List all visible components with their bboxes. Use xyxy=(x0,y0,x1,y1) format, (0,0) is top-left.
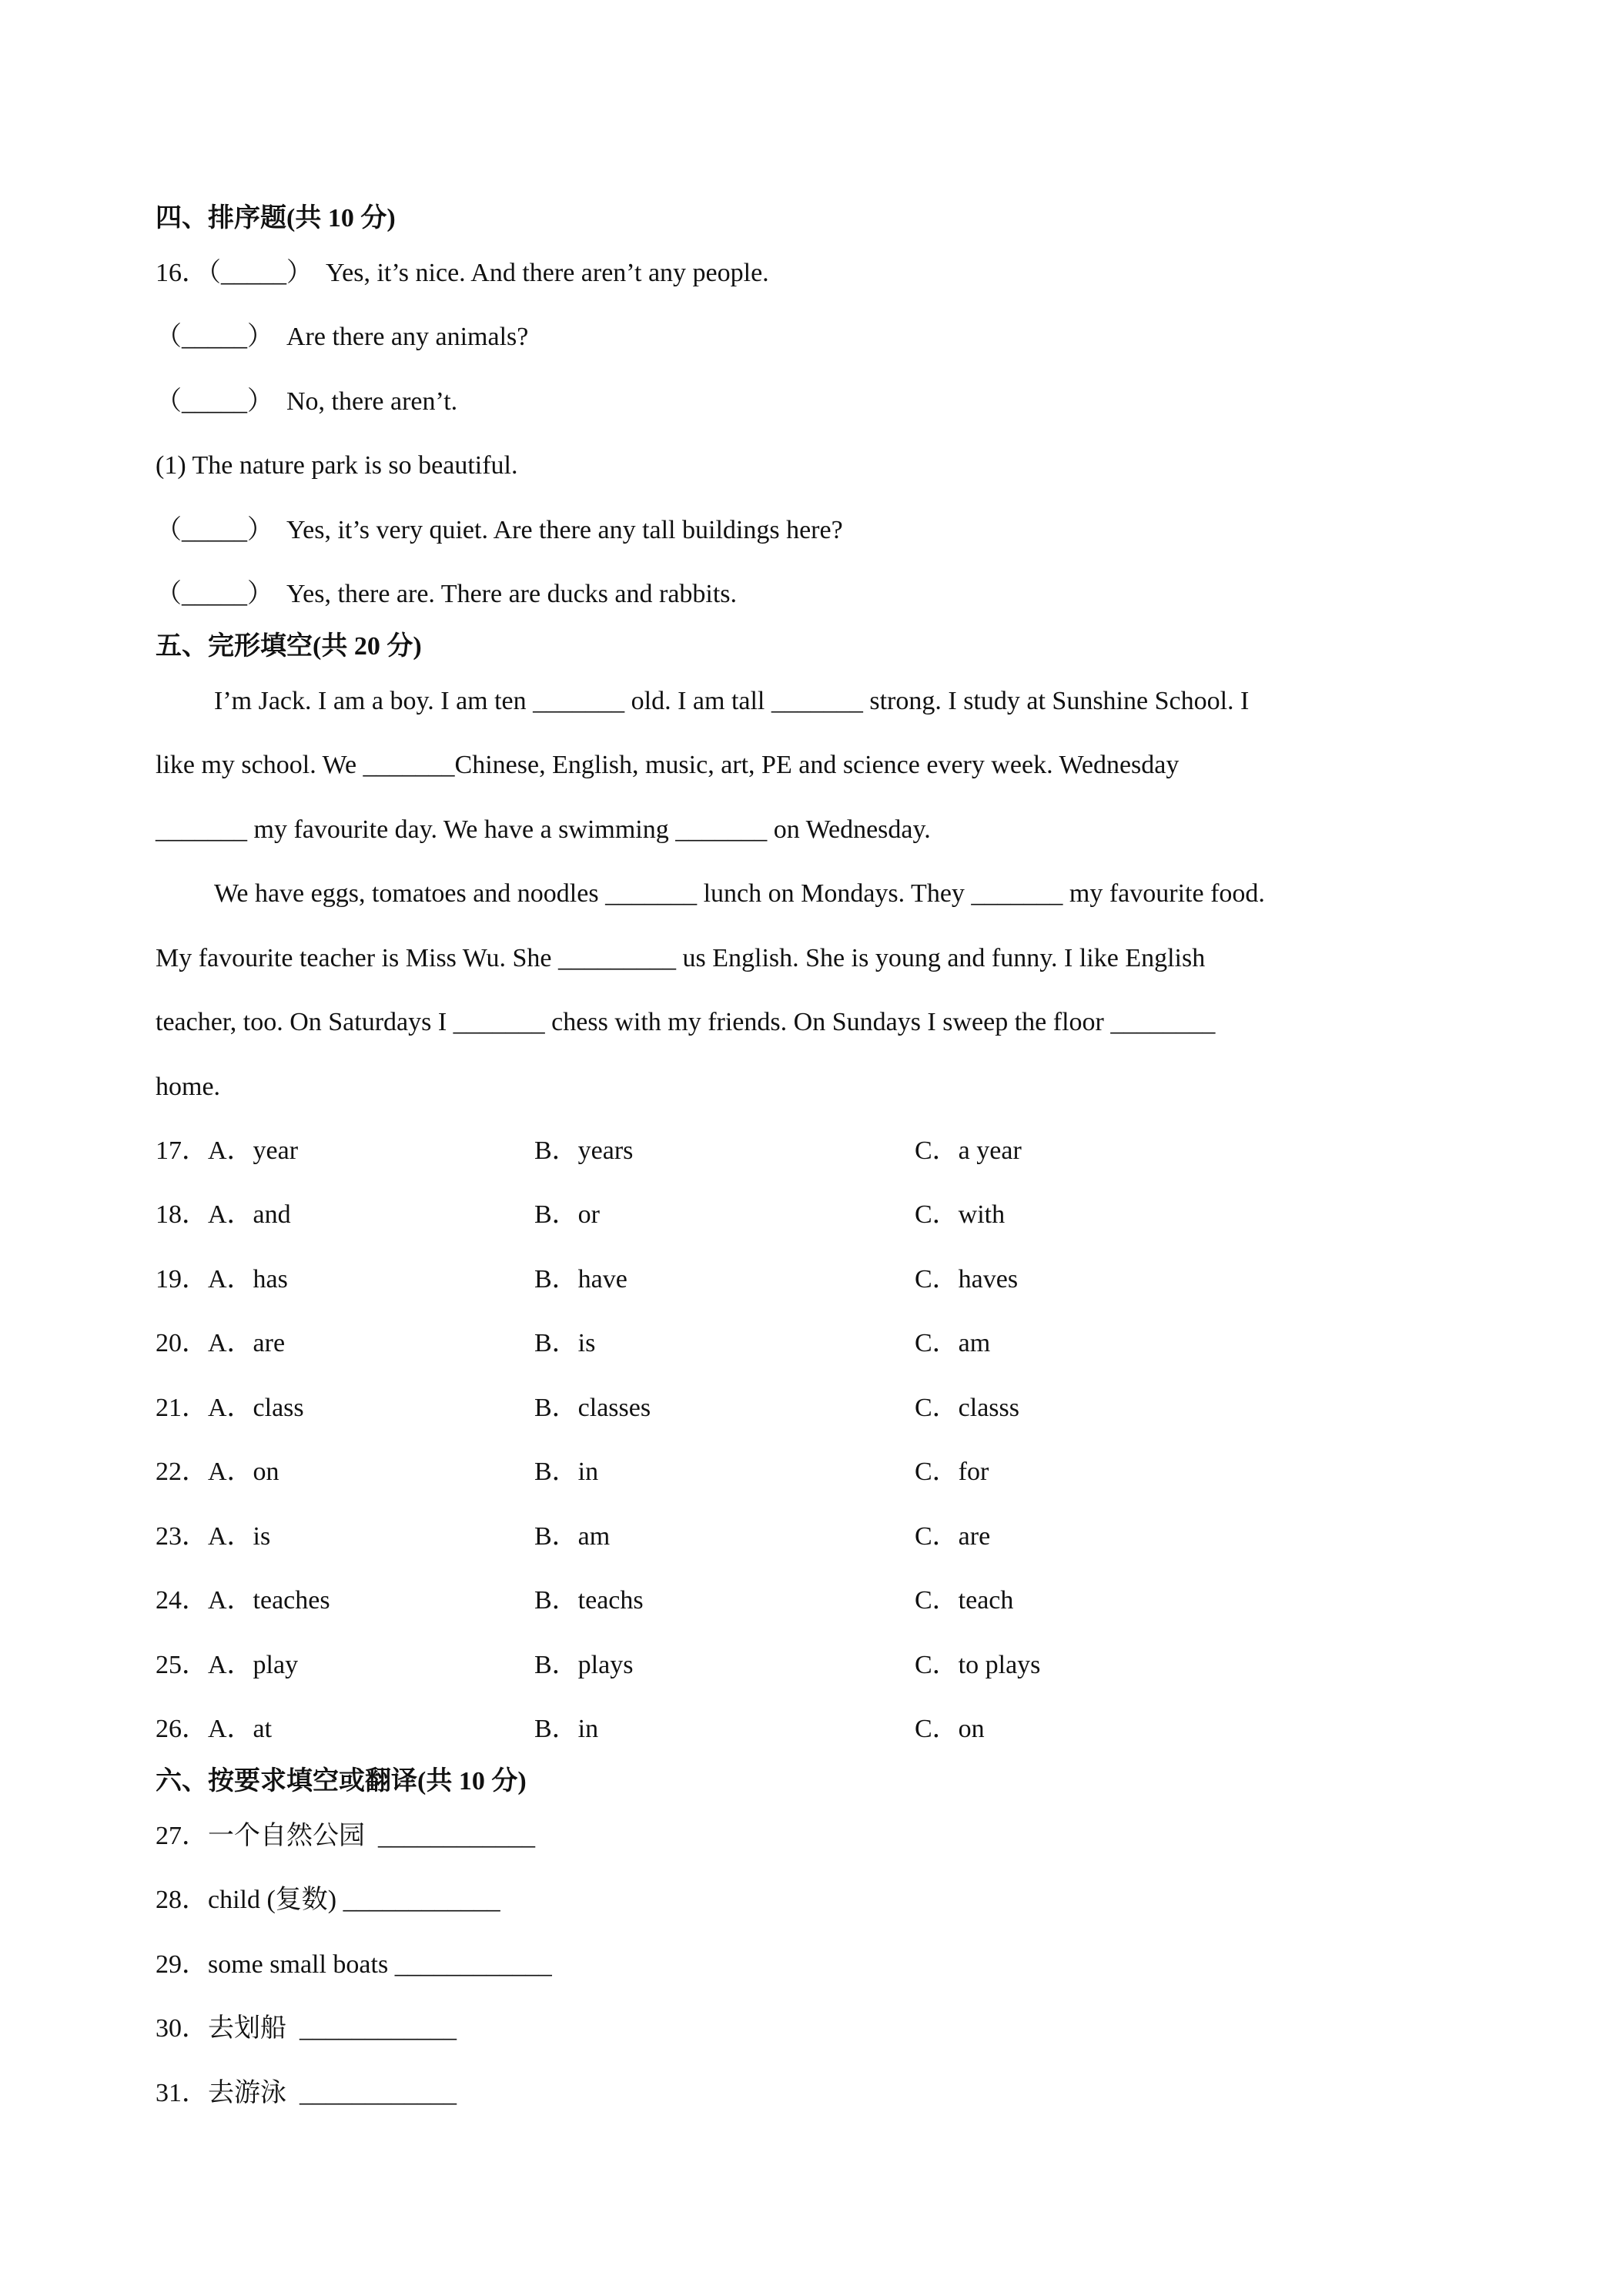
option-c: C．to plays xyxy=(915,1651,1041,1679)
option-row-26 xyxy=(156,1712,1464,1746)
option-a: 23．A．is xyxy=(156,1522,271,1551)
section-5-heading: 五、完形填空(共 20 分) xyxy=(156,632,422,661)
option-b: B．have xyxy=(534,1265,627,1294)
translation-item-31: 31．去游泳 ____________ xyxy=(156,2079,457,2107)
option-b: B．classes xyxy=(534,1394,651,1422)
option-row-24 xyxy=(156,1584,1464,1618)
option-a: 21．A．class xyxy=(156,1394,304,1422)
option-b: B．am xyxy=(534,1522,611,1551)
ordering-item: （_____） Yes, it’s very quiet. Are there any tall buildings here? xyxy=(156,516,843,544)
option-row-20 xyxy=(156,1327,1464,1361)
option-b: B．in xyxy=(534,1715,599,1743)
passage-line: We have eggs, tomatoes and noodles _______ lunch on Mondays. They _______ my favourite food. xyxy=(214,879,1265,908)
option-row-17 xyxy=(156,1134,1464,1168)
passage-line: like my school. We _______Chinese, English, music, art, PE and science every week. Wednesday xyxy=(156,751,1180,779)
option-c: C．haves xyxy=(915,1265,1019,1294)
option-c: C．am xyxy=(915,1329,991,1357)
option-b: B．in xyxy=(534,1458,599,1486)
passage-line: _______ my favourite day. We have a swimming _______ on Wednesday. xyxy=(156,815,931,844)
translation-item-27: 27．一个自然公园 ____________ xyxy=(156,1822,535,1850)
option-c: C．teach xyxy=(915,1586,1014,1615)
option-b: B．years xyxy=(534,1136,634,1165)
option-a: 24．A．teaches xyxy=(156,1586,330,1615)
passage-line: My favourite teacher is Miss Wu. She _________ us English. She is young and funny. I like English xyxy=(156,944,1206,972)
section-6-heading: 六、按要求填空或翻译(共 10 分) xyxy=(156,1767,527,1796)
option-a: 20．A．are xyxy=(156,1329,286,1357)
option-row-22 xyxy=(156,1455,1464,1489)
option-a: 26．A．at xyxy=(156,1715,273,1743)
option-b: B．teachs xyxy=(534,1586,644,1615)
option-row-18 xyxy=(156,1198,1464,1232)
option-row-23 xyxy=(156,1520,1464,1554)
option-a: 22．A．on xyxy=(156,1458,279,1486)
ordering-item: （_____） No, there aren’t. xyxy=(156,387,458,416)
option-b: B．plays xyxy=(534,1651,634,1679)
option-c: C．with xyxy=(915,1200,1006,1229)
option-c: C．are xyxy=(915,1522,991,1551)
passage-line: teacher, too. On Saturdays I _______ chess with my friends. On Sundays I sweep the floor ________ xyxy=(156,1008,1216,1036)
option-c: C．a year xyxy=(915,1136,1022,1165)
ordering-item: （_____） Are there any animals? xyxy=(156,323,529,351)
passage-line: home. xyxy=(156,1073,221,1101)
option-row-25 xyxy=(156,1648,1464,1682)
option-row-21 xyxy=(156,1391,1464,1425)
translation-item-29: 29．some small boats ____________ xyxy=(156,1950,552,1979)
option-c: C．on xyxy=(915,1715,985,1743)
option-c: C．for xyxy=(915,1458,989,1486)
section-4-heading: 四、排序题(共 10 分) xyxy=(156,204,396,233)
translation-item-28: 28．child (复数) ____________ xyxy=(156,1886,500,1914)
ordering-item-16: 16．（_____） Yes, it’s nice. And there aren’t any people. xyxy=(156,259,769,287)
option-c: C．classs xyxy=(915,1394,1019,1422)
option-a: 18．A．and xyxy=(156,1200,291,1229)
option-a: 19．A．has xyxy=(156,1265,288,1294)
option-a: 17．A．year xyxy=(156,1136,299,1165)
option-row-19 xyxy=(156,1263,1464,1297)
option-a: 25．A．play xyxy=(156,1651,299,1679)
ordering-item: （_____） Yes, there are. There are ducks and rabbits. xyxy=(156,580,738,608)
option-b: B．or xyxy=(534,1200,600,1229)
option-b: B．is xyxy=(534,1329,596,1357)
translation-item-30: 30．去划船 ____________ xyxy=(156,2014,457,2043)
passage-line: I’m Jack. I am a boy. I am ten _______ old. I am tall _______ strong. I study at Sunshine School. I xyxy=(214,687,1250,715)
ordering-item-given: (1) The nature park is so beautiful. xyxy=(156,451,518,480)
